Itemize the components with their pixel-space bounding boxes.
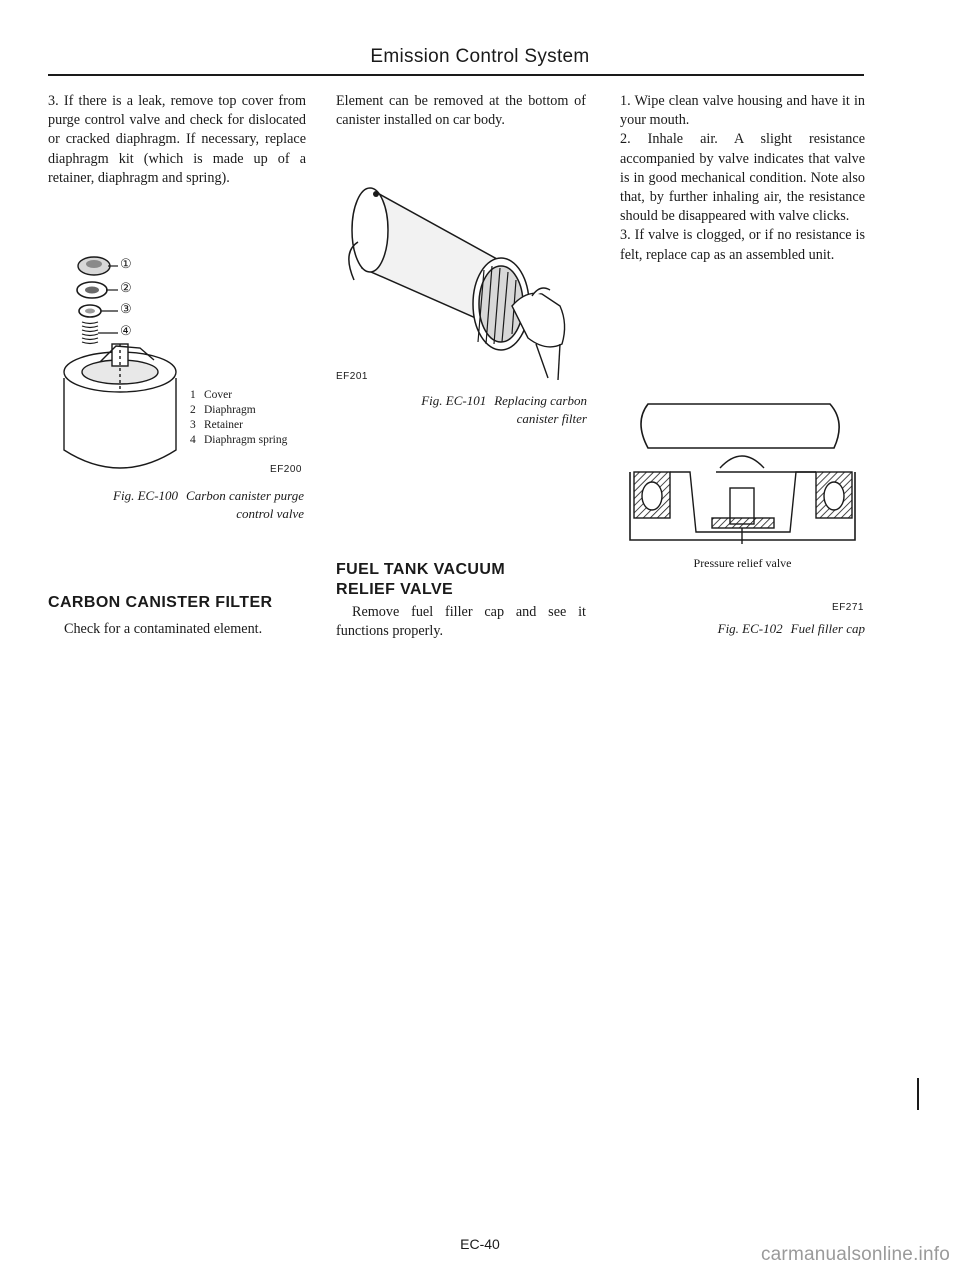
left-step-3-text: 3. If there is a leak, remove top cover from purge control valve and check for dislocated or cracked diaphragm. If necessary, replace diaphragm kit (which is made up of a retainer, diaphragm and spring).: [48, 93, 306, 186]
retainer-part-icon: [79, 305, 101, 317]
section-heading-carbon-canister-filter: CARBON CANISTER FILTER: [48, 594, 273, 611]
seal-right-icon: [816, 472, 852, 518]
callout-4: ④: [120, 323, 132, 338]
valve-body-icon: [64, 344, 176, 468]
callout-1: ①: [120, 256, 132, 271]
callout-2: ②: [120, 280, 132, 295]
diaphragm-part-icon: [77, 282, 107, 298]
section-heading-fuel-tank-vacuum-relief-valve: FUEL TANK VACUUM RELIEF VALVE: [336, 561, 506, 598]
margin-bar: [917, 1078, 919, 1110]
fig-ec100-legend: [190, 388, 310, 448]
middle-intro-text: Element can be removed at the bottom of canister installed on car body.: [336, 93, 586, 129]
watermark-text: carmanualsonline.info: [760, 1244, 950, 1265]
header-rule: [48, 74, 864, 76]
right-step-3: 3. If valve is clogged, or if no resistance is felt, replace cap as an assembled unit.: [620, 227, 865, 263]
legend-item: 3 Retainer: [190, 419, 243, 431]
callout-3: ③: [120, 301, 132, 316]
fig-ec100-caption: Fig. EC-100 Carbon canister purge control valve: [113, 488, 304, 521]
fig-ec102-code: EF271: [832, 602, 864, 613]
carbon-filter-text: Check for a contaminated element.: [64, 621, 263, 637]
fig-ec101-caption: Fig. EC-101 Replacing carbon canister filter: [421, 393, 587, 426]
fig-ec102-filler-cap-diagram: [620, 392, 865, 552]
canister-body-icon: [349, 188, 529, 350]
right-step-2: 2. Inhale air. A slight resistance accompanied by valve indicates that valve is in good mechanical condition. Note also that, by further inhaling air, the resistance should be disappeared with valve clicks.: [620, 131, 865, 225]
seal-left-icon: [634, 472, 670, 518]
legend-item: 2 Diaphragm: [190, 404, 256, 416]
legend-item: 4 Diaphragm spring: [190, 434, 288, 446]
page-header-title: Emission Control System: [370, 46, 590, 67]
right-steps: [620, 92, 865, 265]
fig-ec100-code: EF200: [270, 464, 302, 475]
pressure-relief-valve-label: Pressure relief valve: [693, 556, 792, 570]
fig-ec101-canister-diagram: [336, 172, 586, 382]
fig-ec101-code: EF201: [336, 371, 368, 382]
right-step-1: 1. Wipe clean valve housing and have it in your mouth.: [620, 93, 865, 129]
relief-valve-icon: [670, 456, 816, 544]
cover-part-icon: [78, 257, 110, 275]
fuel-valve-text: Remove fuel filler cap and see it functions properly.: [336, 604, 586, 640]
fig-ec102-caption: Fig. EC-102 Fuel filler cap: [717, 621, 865, 636]
spring-part-icon: [82, 322, 98, 344]
legend-item: 1 Cover: [190, 389, 233, 401]
page-number: EC-40: [460, 1236, 500, 1252]
